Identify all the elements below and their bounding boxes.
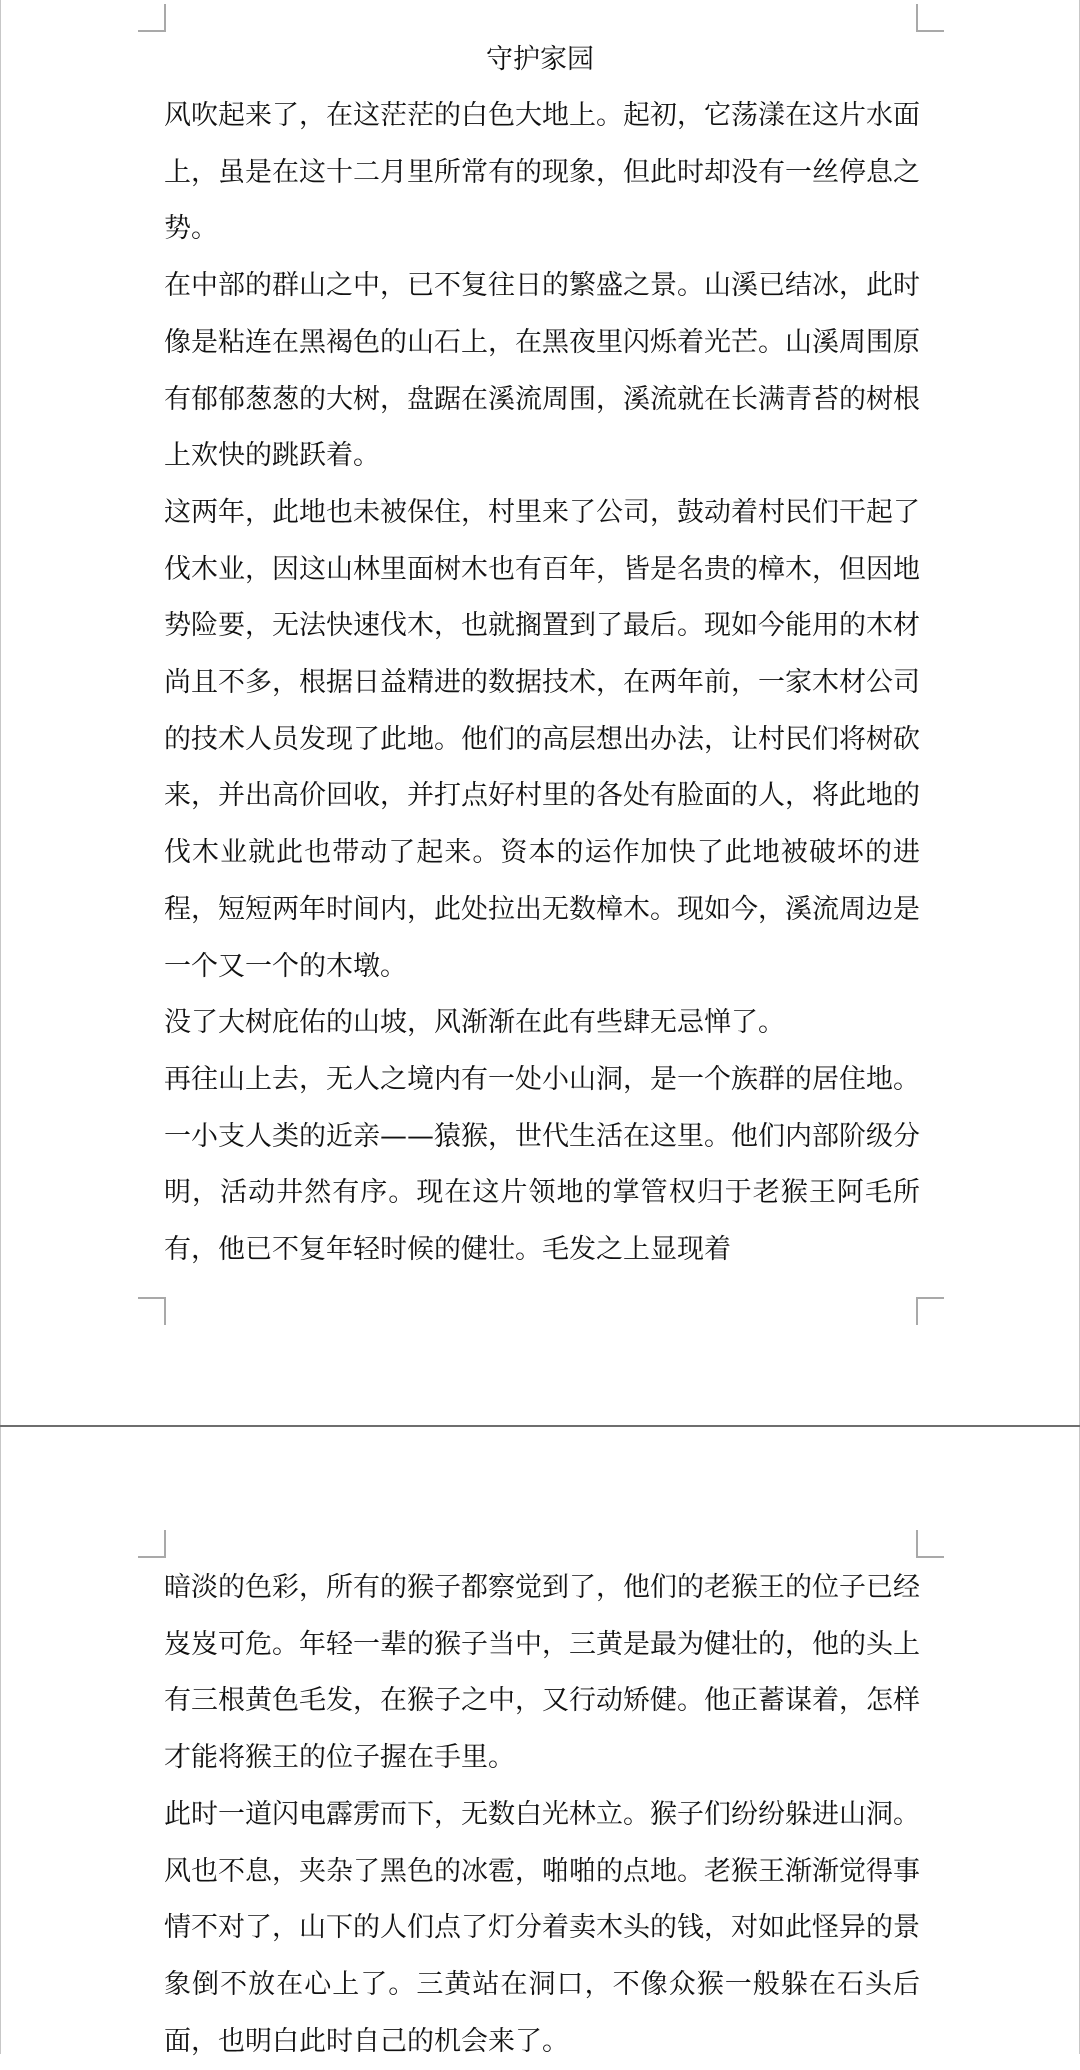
paragraph: 这两年，此地也未被保住，村里来了公司，鼓动着村民们干起了伐木业，因这山林里面树木也有百年，皆是名贵的樟木，但因地势险要，无法快速伐木，也就搁置到了最后。现如今能用的木材尚且不多，根据日益精进的数据技术，在两年前，一家木材公司的技术人员发现了此地。他们的高层想出办法，让村民们将树砍来，并出高价回收，并打点好村里的各处有脸面的人，将此地的伐木业就此也带动了起来。资本的运作加快了此地被破坏的进程，短短两年时间内，此处拉出无数樟木。现如今，溪流周边是一个又一个的木墩。 <box>164 496 920 982</box>
paragraph: 再往山上去，无人之境内有一处小山洞，是一个族群的居住地。一小支人类的近亲——猿猴，世代生活在这里。他们内部阶级分明，活动井然有序。现在这片领地的掌管权归于老猴王阿毛所有，他已不复年轻时候的健壮。毛发之上显现着 <box>164 1063 920 1266</box>
paragraph: 风吹起来了，在这茫茫的白色大地上。起初，它荡漾在这片水面上，虽是在这十二月里所常有的现象，但此时却没有一丝停息之势。 <box>164 100 920 245</box>
paragraph: 没了大树庇佑的山坡，风渐渐在此有些肆无忌惮了。 <box>164 1007 785 1039</box>
page1-top-left-margin-mark <box>138 4 166 32</box>
page1-top-right-margin-mark <box>916 4 944 32</box>
page1-bottom-right-margin-mark <box>916 1297 944 1325</box>
paragraph: 暗淡的色彩，所有的猴子都察觉到了，他们的老猴王的位子已经岌岌可危。年轻一辈的猴子当中，三黄是最为健壮的，他的头上有三根黄色毛发，在猴子之中，又行动矫健。他正蓄谋着，怎样才能将猴王的位子握在手里。 <box>164 1572 920 1774</box>
page2-top-left-margin-mark <box>138 1530 166 1558</box>
page2-body <box>164 1560 920 2070</box>
page-left-edge <box>0 0 1 2054</box>
document-title: 守护家园 <box>486 44 594 75</box>
page-break-divider <box>0 1425 1080 1427</box>
paragraph: 此时一道闪电霹雳而下，无数白光林立。猴子们纷纷躲进山洞。风也不息，夹杂了黑色的冰雹，啪啪的点地。老猴王渐渐觉得事情不对了，山下的人们点了灯分着卖木头的钱，对如此怪异的景象倒不放在心上了。三黄站在洞口，不像众猴一般躲在石头后面，也明白此时自己的机会来了。 <box>164 1798 920 2057</box>
page1-bottom-left-margin-mark <box>138 1297 166 1325</box>
page1-body <box>164 88 920 1279</box>
paragraph: 在中部的群山之中，已不复往日的繁盛之景。山溪已结冰，此时像是粘连在黑褐色的山石上，在黑夜里闪烁着光芒。山溪周围原有郁郁葱葱的大树，盘踞在溪流周围，溪流就在长满青苔的树根上欢快的跳跃着。 <box>164 270 920 472</box>
page2-top-right-margin-mark <box>916 1530 944 1558</box>
